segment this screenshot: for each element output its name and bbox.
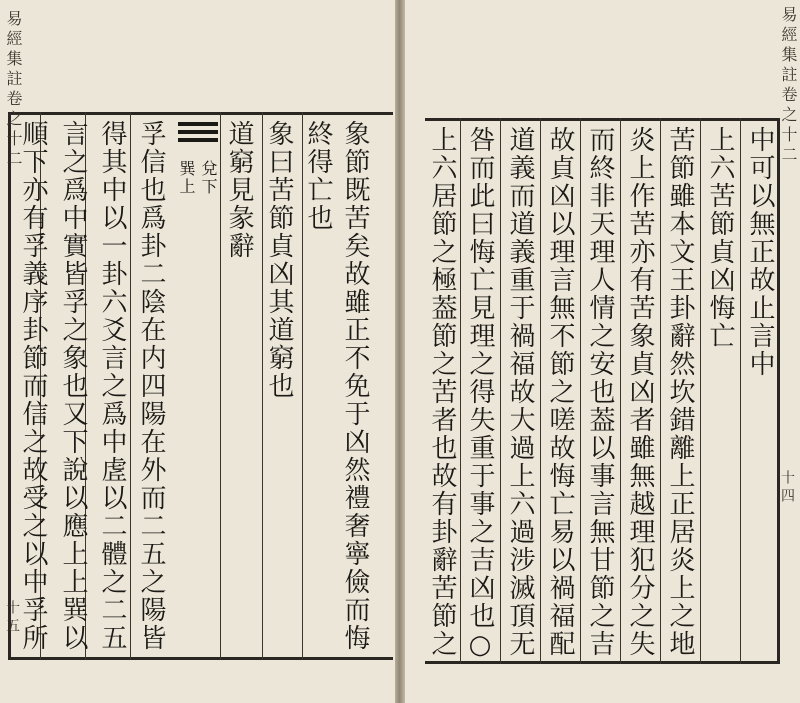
text-column: 順下亦有孚義序卦節而信之故受之以中孚所 bbox=[18, 120, 48, 652]
column-rule bbox=[130, 112, 131, 660]
hexagram-symbol bbox=[178, 118, 218, 146]
column-rule bbox=[740, 118, 741, 664]
column-rule bbox=[540, 118, 541, 664]
text-column: 道義而道義重于禍福故大過上六過涉滅頂无 bbox=[505, 126, 535, 658]
column-rule bbox=[460, 118, 461, 664]
column-rule bbox=[580, 118, 581, 664]
text-column: 故貞凶以理言無不節之嗟故悔亡易以禍福配 bbox=[545, 126, 575, 658]
hexagram-label-bottom: 巽上 bbox=[177, 160, 196, 196]
left-page-number: 十五 bbox=[4, 600, 20, 636]
hexagram-label-top: 兌下 bbox=[199, 160, 218, 196]
right-page bbox=[405, 0, 800, 703]
right-margin-title: 易經集註卷之十二 bbox=[779, 6, 798, 166]
column-rule bbox=[660, 118, 661, 664]
text-column: 道窮見彖辭 bbox=[224, 120, 254, 260]
text-column: 中可以無正故止言中 bbox=[745, 126, 775, 378]
right-page-number: 十四 bbox=[779, 470, 795, 506]
book-gutter bbox=[395, 0, 405, 703]
column-rule bbox=[500, 118, 501, 664]
text-column: 上六居節之極葢節之苦者也故有卦辭苦節之 bbox=[427, 126, 457, 658]
column-rule bbox=[262, 112, 263, 660]
text-column: 上六苦節貞凶悔亡 bbox=[705, 126, 735, 350]
left-margin-title: 易經集註卷之十二 bbox=[4, 10, 23, 170]
text-column: 象節既苦矣故雖正不免于凶然禮奢寧儉而悔 bbox=[340, 120, 370, 652]
text-column: 而終非天理人情之安也葢以事言無甘節之吉 bbox=[585, 126, 615, 658]
left-page bbox=[0, 0, 395, 703]
text-column: 苦節雖本文王卦辭然坎錯離上正居炎上之地 bbox=[665, 126, 695, 658]
column-rule bbox=[620, 118, 621, 664]
text-column: 孚信也爲卦二陰在内四陽在外而二五之陽皆 bbox=[136, 120, 166, 652]
text-column: 咎而此曰悔亡見理之得失重于事之吉凶也○ bbox=[465, 126, 495, 662]
column-rule bbox=[700, 118, 701, 664]
text-column: 言之爲中實皆孚之象也又下說以應上上巽以 bbox=[58, 120, 88, 652]
text-column: 炎上作苦亦有苦象貞凶者雖無越理犯分之失 bbox=[625, 126, 655, 658]
text-column: 象曰苦節貞凶其道窮也 bbox=[264, 120, 294, 400]
text-column: 得其中以一卦六爻言之爲中虗以二體之二五 bbox=[97, 120, 127, 652]
column-rule bbox=[220, 112, 221, 660]
text-column: 終得亡也 bbox=[303, 120, 333, 232]
